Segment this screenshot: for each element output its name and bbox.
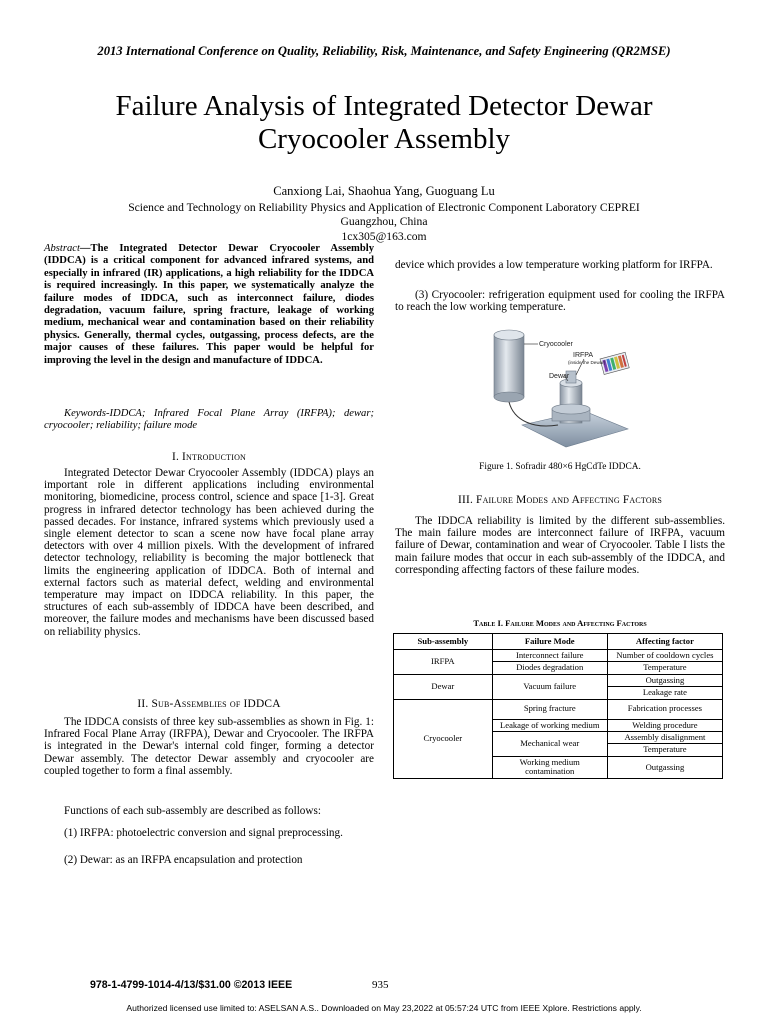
figure-label-cryocooler: Cryocooler (539, 341, 573, 348)
function-item-dewar: (2) Dewar: as an IRFPA encapsulation and protection (64, 854, 303, 866)
table-cell-factor: Outgassing (607, 756, 722, 778)
keywords: Keywords-IDDCA; Infrared Focal Plane Array (IRFPA); dewar; cryocooler; reliability; failure mode (44, 408, 374, 432)
table-cell-mode: Spring fracture (492, 699, 607, 719)
section-heading-introduction: I. Introduction (171, 451, 247, 463)
abstract (44, 243, 374, 367)
location: Guangzhou, China (340, 215, 428, 229)
table-cell-mode: Interconnect failure (492, 650, 607, 662)
subassemblies-body: The IDDCA consists of three key sub-assemblies as shown in Fig. 1: Infrared Focal Plane Array (IRFPA), Dewar and Cryocooler. The IRFPA is integrated in the Dewar's internal cold finger, forming a detector Dewar assembly. The detector Dewar assembly and cryocooler are coupled together to form a final assembly. (44, 716, 374, 777)
section-heading-subassemblies: II. Sub-Assemblies of IDDCA (137, 698, 281, 710)
table-cell-mode: Vacuum failure (492, 674, 607, 699)
function-item-irfpa: (1) IRFPA: photoelectric conversion and signal preprocessing. (64, 827, 343, 839)
table-cell-mode: Diodes degradation (492, 662, 607, 674)
figure-label-dewar: Dewar (549, 373, 570, 380)
failure-modes-body: The IDDCA reliability is limited by the different sub-assemblies. The main failure modes are interconnect failure of IRFPA, vacuum failure of Dewar, contamination and wear of Cryocooler. Table I lists the main failure modes that occur in each sub-assembly of the IDDCA, and corresponding affecting factors of these failure modes. (395, 515, 725, 576)
figure-iddca-photo (488, 325, 636, 451)
footer-isbn: 978-1-4799-1014-4/13/$31.00 ©2013 IEEE (90, 979, 293, 991)
affiliation: Science and Technology on Reliability Physics and Application of Electronic Component Laboratory CEPREI (128, 201, 640, 214)
table-header-cell: Failure Mode (492, 634, 607, 650)
figure-label-irfpa: IRFPA (573, 352, 594, 359)
introduction-body: Integrated Detector Dewar Cryocooler Assembly (IDDCA) plays an important role in different applications including environmental monitoring, biomedicine, process control, science and space [1-3]. Great progress in infrared detector technology has been achieved during the passed decades. For instance, infrared systems which previously used a single element detector to scan a scene now have focal plane array detectors with over 4 million pixels. With the development of infrared detector technology, reliability is becoming the major bottleneck that limits the engineering application of IDDCA. Both of internal and external factors such as material defect, welding and environmental temperature may impact on IDDCA reliability. In this paper, the structures of each sub-assembly of IDDCA have been described, and moreover, the failure modes and mechanisms have been discussed based on reliability physics. (44, 467, 374, 638)
table-header-row (394, 634, 723, 650)
table-cell-factor: Outgassing (607, 674, 722, 686)
paper-title: Failure Analysis of Integrated Detector Dewar Cryocooler Assembly (115, 90, 653, 155)
affiliation-block (0, 201, 768, 244)
table-cell-mode: Mechanical wear (492, 732, 607, 757)
table-cell-factor: Temperature (607, 744, 722, 756)
conference-header: 2013 International Conference on Quality, Reliability, Risk, Maintenance, and Safety Engineering (QR2MSE) (97, 44, 671, 58)
authors: Canxiong Lai, Shaohua Yang, Guoguang Lu (273, 184, 495, 198)
table-caption: Table I. Failure Modes and Affecting Factors (473, 618, 647, 628)
section-heading-failure-modes: III. Failure Modes and Affecting Factors (457, 494, 663, 506)
page-number: 935 (372, 979, 389, 991)
table-header-cell: Sub-assembly (394, 634, 493, 650)
table-cell-mode: Working medium contamination (492, 756, 607, 778)
table-header-cell: Affecting factor (607, 634, 722, 650)
right-column-continuation: device which provides a low temperature working platform for IRFPA. (395, 259, 713, 271)
table-cell-factor: Welding procedure (607, 719, 722, 731)
table-cell-factor: Fabrication processes (607, 699, 722, 719)
function-item-cryocooler: (3) Cryocooler: refrigeration equipment used for cooling the IRFPA to reach the low working temperature. (395, 289, 725, 314)
table-cell-factor: Assembly disalignment (607, 732, 722, 744)
table-cell-subassembly: Dewar (394, 674, 493, 699)
failure-modes-table (393, 633, 723, 779)
table-cell-factor: Number of cooldown cycles (607, 650, 722, 662)
license-notice: Authorized licensed use limited to: ASELSAN A.S.. Downloaded on May 23,2022 at 05:57:24 UTC from IEEE Xplore. Restrictions apply. (126, 1003, 642, 1013)
table-row (394, 650, 723, 662)
table-cell-subassembly: Cryocooler (394, 699, 493, 778)
table-row (394, 674, 723, 686)
table-cell-factor: Temperature (607, 662, 722, 674)
table-cell-mode: Leakage of working medium (492, 719, 607, 731)
figure-caption: Figure 1. Sofradir 480×6 HgCdTe IDDCA. (479, 462, 641, 472)
functions-intro: Functions of each sub-assembly are described as follows: (64, 805, 321, 817)
table-cell-subassembly: IRFPA (394, 650, 493, 675)
abstract-label: Abstract (44, 243, 80, 254)
table-row (394, 699, 723, 719)
figure-label-inside-dewar: (inside the Dewar) (568, 360, 606, 365)
abstract-text: —The Integrated Detector Dewar Cryocooler Assembly (IDDCA) is a critical component for advanced infrared systems, and especially in infrared (IR) applications, a high reliability for the IDDCA is required increasingly. In this paper, we systematically analyze the failure modes of IDDCA, such as interconnect failure, diodes degradation, vacuum failure, spring fracture, leakage of working medium, mechanical wear and contamination based on their reliability physics. Generally, thermal cycles, outgassing, process defects, are the major causes of these failures. This paper would be helpful for improving the level in the design and manufacture of IDDCA. (44, 243, 374, 366)
table-cell-factor: Leakage rate (607, 687, 722, 699)
email: 1cx305@163.com (341, 229, 427, 243)
